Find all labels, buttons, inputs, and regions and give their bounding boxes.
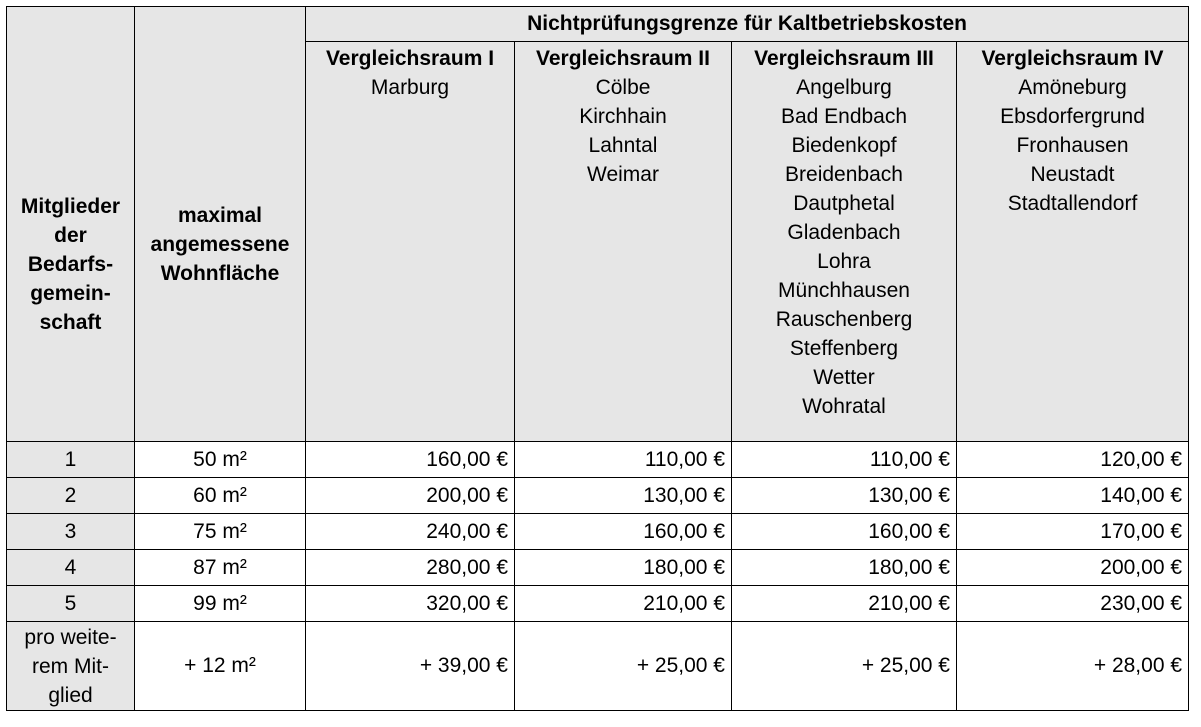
- town: Marburg: [370, 76, 450, 99]
- area-cell: 60 m²: [135, 478, 306, 514]
- value-cell: 170,00 €: [957, 514, 1189, 550]
- value-cell: + 25,00 €: [732, 622, 957, 711]
- town: Breidenbach: [785, 163, 903, 186]
- region-name: Vergleichsraum II: [536, 47, 710, 70]
- town: Biedenkopf: [791, 134, 897, 157]
- town: Angelburg: [796, 76, 892, 99]
- area-header: maximal angemessene Wohnfläche: [150, 203, 290, 285]
- town: Amöneburg: [1018, 76, 1127, 99]
- town: Fronhausen: [1016, 134, 1129, 157]
- value-cell: 130,00 €: [515, 478, 732, 514]
- value-cell: 180,00 €: [732, 550, 957, 586]
- value-cell: 110,00 €: [732, 442, 957, 478]
- town: Münchhausen: [778, 279, 910, 302]
- region-name: Vergleichsraum I: [325, 47, 495, 70]
- town: Cölbe: [595, 76, 651, 99]
- value-cell: 130,00 €: [732, 478, 957, 514]
- area-cell: 75 m²: [135, 514, 306, 550]
- members-cell: 5: [7, 586, 135, 622]
- area-cell: 99 m²: [135, 586, 306, 622]
- value-cell: 210,00 €: [732, 586, 957, 622]
- members-cell: 4: [7, 550, 135, 586]
- region-name: Vergleichsraum III: [754, 47, 934, 70]
- value-cell: 200,00 €: [306, 478, 515, 514]
- members-cell: 3: [7, 514, 135, 550]
- town: Stadtallendorf: [1007, 192, 1138, 215]
- value-cell: 200,00 €: [957, 550, 1189, 586]
- table-row: [7, 550, 1189, 586]
- town: Rauschenberg: [775, 308, 913, 331]
- town: Wohratal: [802, 395, 886, 418]
- region-3-header: [732, 42, 957, 442]
- town: Ebsdorfergrund: [1000, 105, 1145, 128]
- region-2-header: [515, 42, 732, 442]
- value-cell: 110,00 €: [515, 442, 732, 478]
- extra-member-label: pro weite- rem Mit- glied: [7, 622, 135, 711]
- value-cell: 160,00 €: [515, 514, 732, 550]
- town: Lohra: [817, 250, 871, 273]
- value-cell: 160,00 €: [306, 442, 515, 478]
- region-name: Vergleichsraum IV: [981, 47, 1164, 70]
- members-cell: 1: [7, 442, 135, 478]
- town: Lahntal: [588, 134, 658, 157]
- value-cell: 230,00 €: [957, 586, 1189, 622]
- region-1-header: [306, 42, 515, 442]
- region-4-header: [957, 42, 1189, 442]
- extra-member-row: [7, 622, 1189, 711]
- group-title: Nichtprüfungsgrenze für Kaltbetriebskosten: [306, 7, 1189, 42]
- area-header-cell: [135, 7, 306, 442]
- value-cell: + 39,00 €: [306, 622, 515, 711]
- table-row: [7, 514, 1189, 550]
- members-header: Mitglieder der Bedarfs- gemein- schaft: [20, 194, 121, 334]
- area-cell: + 12 m²: [135, 622, 306, 711]
- value-cell: + 28,00 €: [957, 622, 1189, 711]
- area-cell: 50 m²: [135, 442, 306, 478]
- value-cell: 320,00 €: [306, 586, 515, 622]
- value-cell: 240,00 €: [306, 514, 515, 550]
- table-row: [7, 586, 1189, 622]
- town: Dautphetal: [793, 192, 895, 215]
- town: Kirchhain: [579, 105, 667, 128]
- town: Neustadt: [1030, 163, 1115, 186]
- town: Gladenbach: [787, 221, 901, 244]
- value-cell: 180,00 €: [515, 550, 732, 586]
- value-cell: 140,00 €: [957, 478, 1189, 514]
- value-cell: 210,00 €: [515, 586, 732, 622]
- cost-limit-table: [6, 6, 1189, 711]
- town: Weimar: [587, 163, 659, 186]
- table-row: [7, 442, 1189, 478]
- members-header-cell: [7, 7, 135, 442]
- town: Wetter: [813, 366, 875, 389]
- value-cell: 160,00 €: [732, 514, 957, 550]
- value-cell: 120,00 €: [957, 442, 1189, 478]
- town: Bad Endbach: [780, 105, 908, 128]
- value-cell: + 25,00 €: [515, 622, 732, 711]
- members-cell: 2: [7, 478, 135, 514]
- value-cell: 280,00 €: [306, 550, 515, 586]
- town: Steffenberg: [789, 337, 899, 360]
- area-cell: 87 m²: [135, 550, 306, 586]
- table-row: [7, 478, 1189, 514]
